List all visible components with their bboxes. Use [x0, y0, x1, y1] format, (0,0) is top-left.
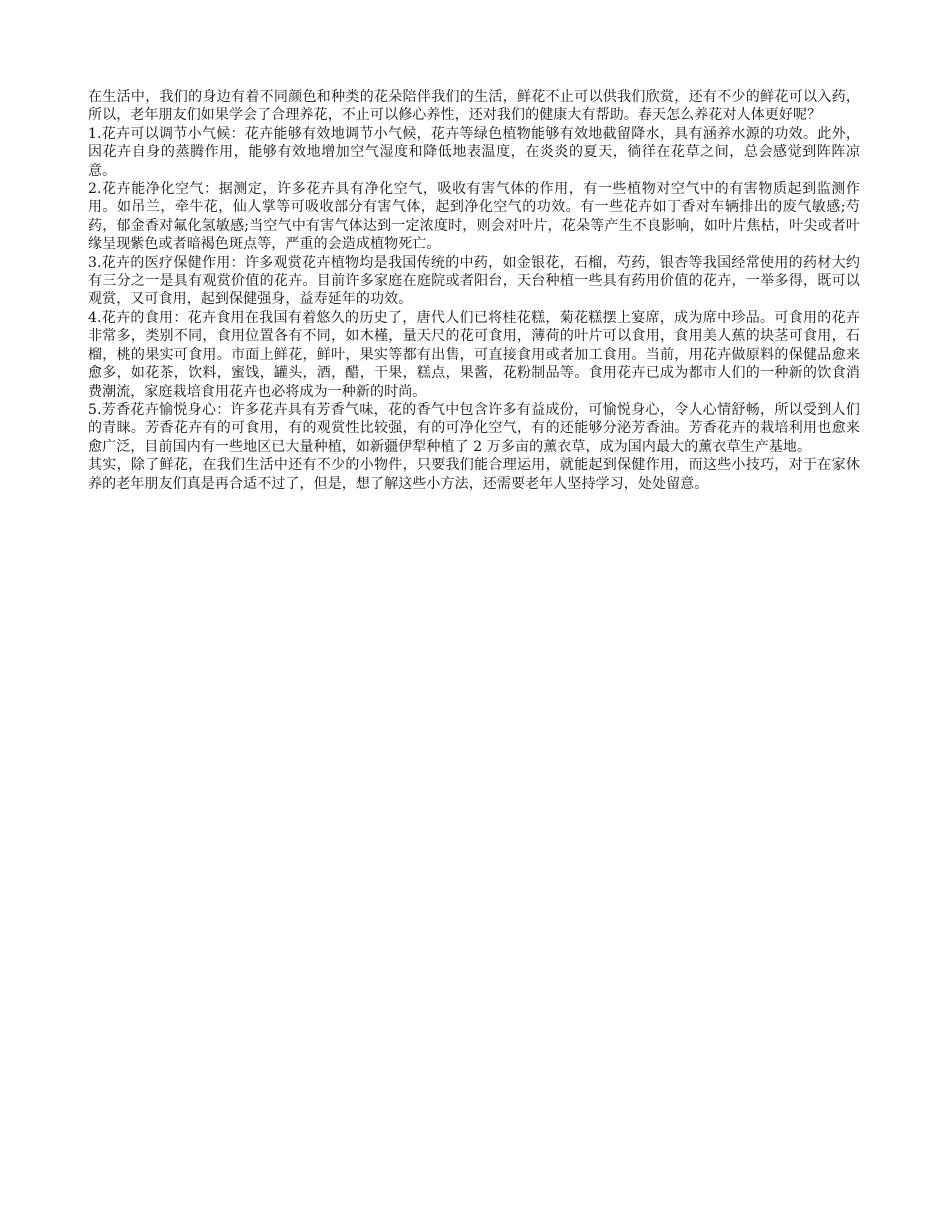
- intro-paragraph: 在生活中，我们的身边有着不同颜色和种类的花朵陪伴我们的生活，鲜花不止可以供我们欣赏，还有不少的鲜花可以入药，所以，老年朋友们如果学会了合理养花，不止可以修心养性，还对我们的健康大有帮助。春天怎么养花对人体更好呢？: [88, 89, 860, 124]
- paragraph-edible-flowers: 4.花卉的食用：花卉食用在我国有着悠久的历史了，唐代人们已将桂花糕，菊花糕摆上宴席，成为席中珍品。可食用的花卉非常多，类别不同，食用位置各有不同，如木槿，量天尺的花可食用，薄荷的叶片可以食用，食用美人蕉的块茎可食用，石榴，桃的果实可食用。市面上鲜花，鲜叶，果实等都有出售，可直接食用或者加工食用。当前，用花卉做原料的保健品愈来愈多，如花茶，饮料，蜜饯，罐头，酒，醋，干果，糕点，果酱，花粉制品等。食用花卉已成为都市人们的一种新的饮食消费潮流，家庭栽培食用花卉也必将成为一种新的时尚。: [88, 309, 860, 400]
- paragraph-medical-care: 3.花卉的医疗保健作用：许多观赏花卉植物均是我国传统的中药，如金银花，石榴，芍药，银杏等我国经常使用的药材大约有三分之一是具有观赏价值的花卉。目前许多家庭在庭院或者阳台，天台种植一些具有药用价值的花卉，一举多得，既可以观赏，又可食用，起到保健强身，益寿延年的功效。: [88, 254, 860, 308]
- paragraph-microclimate: 1.花卉可以调节小气候：花卉能够有效地调节小气候，花卉等绿色植物能够有效地截留降水，具有涵养水源的功效。此外，因花卉自身的蒸腾作用，能够有效地增加空气湿度和降低地表温度，在炎炎的夏天，徜徉在花草之间，总会感觉到阵阵凉意。: [88, 125, 860, 179]
- paragraph-fragrant-flowers: 5.芳香花卉愉悦身心：许多花卉具有芳香气味，花的香气中包含许多有益成份，可愉悦身心，令人心情舒畅，所以受到人们的青睐。芳香花卉有的可食用，有的观赏性比较强，有的可净化空气，有的还能够分泌芳香油。芳香花卉的栽培利用也愈来愈广泛，目前国内有一些地区已大量种植，如新疆伊犁种植了 2 万多亩的薰衣草，成为国内最大的薰衣草生产基地。: [88, 401, 860, 455]
- closing-paragraph: 其实，除了鲜花，在我们生活中还有不少的小物件，只要我们能合理运用，就能起到保健作用，而这些小技巧，对于在家休养的老年朋友们真是再合适不过了，但是，想了解这些小方法，还需要老年人坚持学习，处处留意。: [88, 457, 860, 492]
- document-body: [88, 88, 860, 493]
- paragraph-air-purification: 2.花卉能净化空气：据测定，许多花卉具有净化空气，吸收有害气体的作用，有一些植物对空气中的有害物质起到监测作用。如吊兰，牵牛花，仙人掌等可吸收部分有害气体，起到净化空气的功效。有一些花卉如丁香对车辆排出的废气敏感;芍药，郁金香对氟化氢敏感;当空气中有害气体达到一定浓度时，则会对叶片，花朵等产生不良影响，如叶片焦枯，叶尖或者叶缘呈现紫色或者暗褐色斑点等，严重的会造成植物死亡。: [88, 181, 860, 253]
